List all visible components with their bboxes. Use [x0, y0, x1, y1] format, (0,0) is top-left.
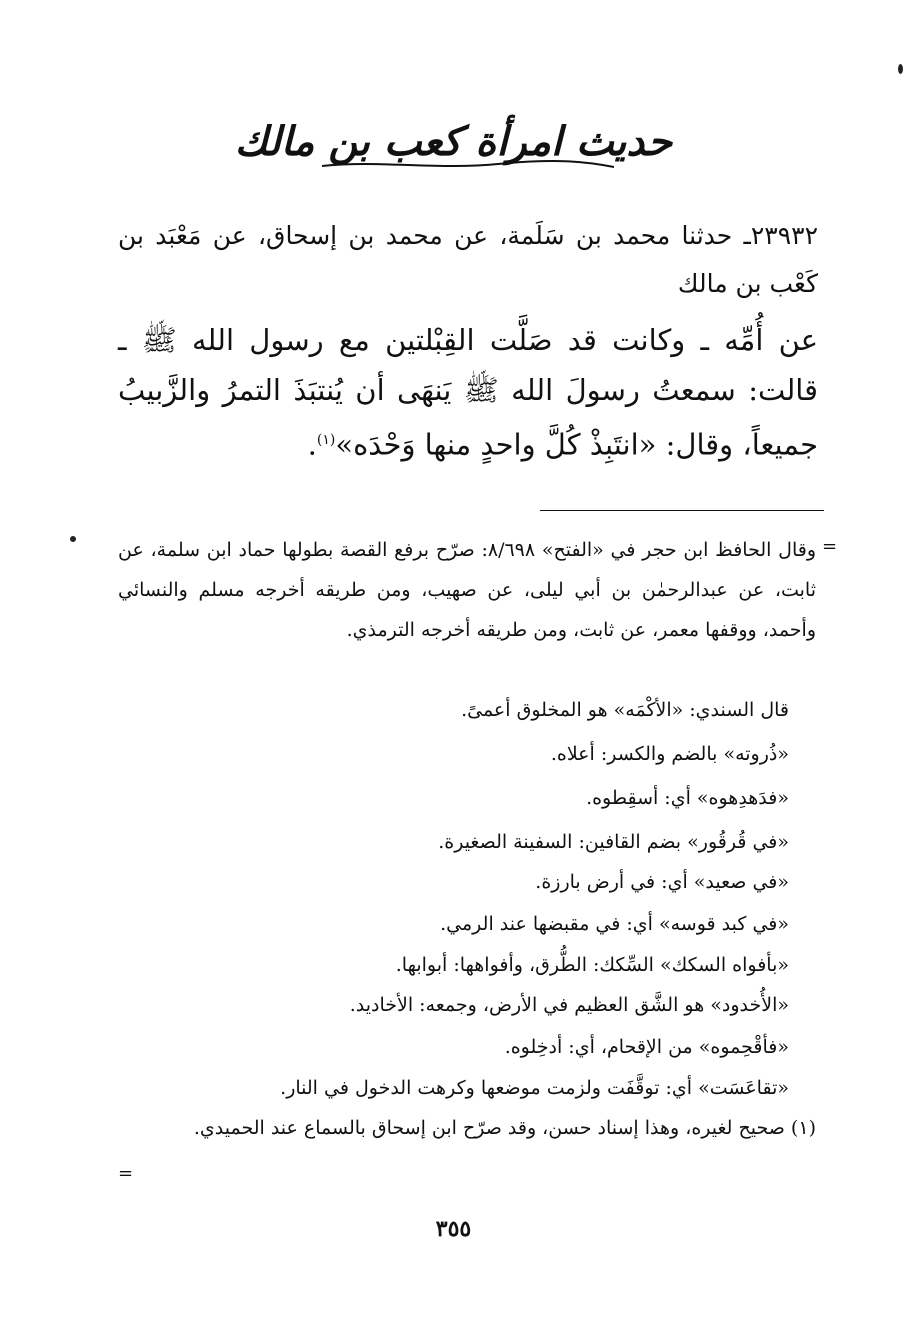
gloss-line: «في كبد قوسه» أي: في مقبضها عند الرمي.	[440, 913, 789, 935]
gloss-line: «الأُخدود» هو الشَّق العظيم في الأرض، وجمعه: الأخاديد.	[349, 994, 789, 1016]
footnote-trailing-mark: =	[118, 1163, 134, 1184]
gloss-line: «تقاعَسَت» أي: توقَّفَت ولزمت موضعها وكرهت الدخول في النار.	[280, 1077, 789, 1099]
heading-flourish-decoration	[318, 158, 618, 172]
gloss-line: «في صعيد» أي: في أرض بارزة.	[535, 871, 789, 893]
section-heading: حديث امرأة كعب بن مالك	[234, 118, 673, 165]
hadith-number: ٢٣٩٣٢	[750, 221, 818, 250]
gloss-line: «فأقْحِموه» من الإقحام، أي: أدخِلوه.	[504, 1036, 789, 1058]
footnote-continuation-mark: =	[822, 536, 838, 557]
gloss-line: «بأفواه السكك» السِّكك: الطُّرق، وأفواهها: أبوابها.	[395, 954, 789, 976]
footnote-carry-over: وقال الحافظ ابن حجر في «الفتح» ٨/٦٩٨: صرّح برفع القصة بطولها حماد ابن سلمة، عن ثابت، عن عبدالرحمٰن بن أبي ليلى، عن صهيب، ومن طريقه أخرجه مسلم والنسائي وأحمد، ووقفها معمر، عن ثابت، ومن طريقه أخرجه الترمذي.	[118, 539, 816, 641]
hadith-isnad	[118, 212, 818, 308]
gloss-line: قال السندي: «الأكْمَه» هو المخلوق أعمىً.	[461, 699, 789, 721]
hadith-matn-text: عن أُمِّه ـ وكانت قد صَلَّت القِبْلتين مع رسول الله ﷺ ـ قالت: سمعتُ رسولَ الله ﷺ يَنهَى أن يُنتبَذَ التمرُ والزَّبيبُ جميعاً، وقال: «انتَبِذْ كُلَّ واحدٍ منها وَحْدَه»	[118, 323, 818, 462]
scan-speck	[898, 64, 903, 74]
gloss-line: «في قُرقُور» بضم القافين: السفينة الصغيرة.	[438, 831, 789, 853]
matn-end-punctuation: .	[307, 427, 317, 462]
hadith-isnad-text: ـ حدثنا محمد بن سَلَمة، عن محمد بن إسحاق، عن مَعْبَد بن كَعْب بن مالك	[118, 221, 818, 298]
page-number: ٣٥٥	[435, 1216, 472, 1242]
footnote-separator	[540, 510, 824, 511]
footnote-1: (١) صحيح لغيره، وهذا إسناد حسن، وقد صرّح ابن إسحاق بالسماع عند الحميدي.	[193, 1117, 816, 1139]
footnote-reference: (١)	[316, 432, 336, 448]
gloss-line: «فدَهدِهوه» أي: أسقِطوه.	[586, 787, 789, 809]
gloss-line: «ذُروته» بالضم والكسر: أعلاه.	[550, 743, 789, 765]
scan-speck	[70, 536, 76, 542]
hadith-matn	[118, 315, 818, 470]
